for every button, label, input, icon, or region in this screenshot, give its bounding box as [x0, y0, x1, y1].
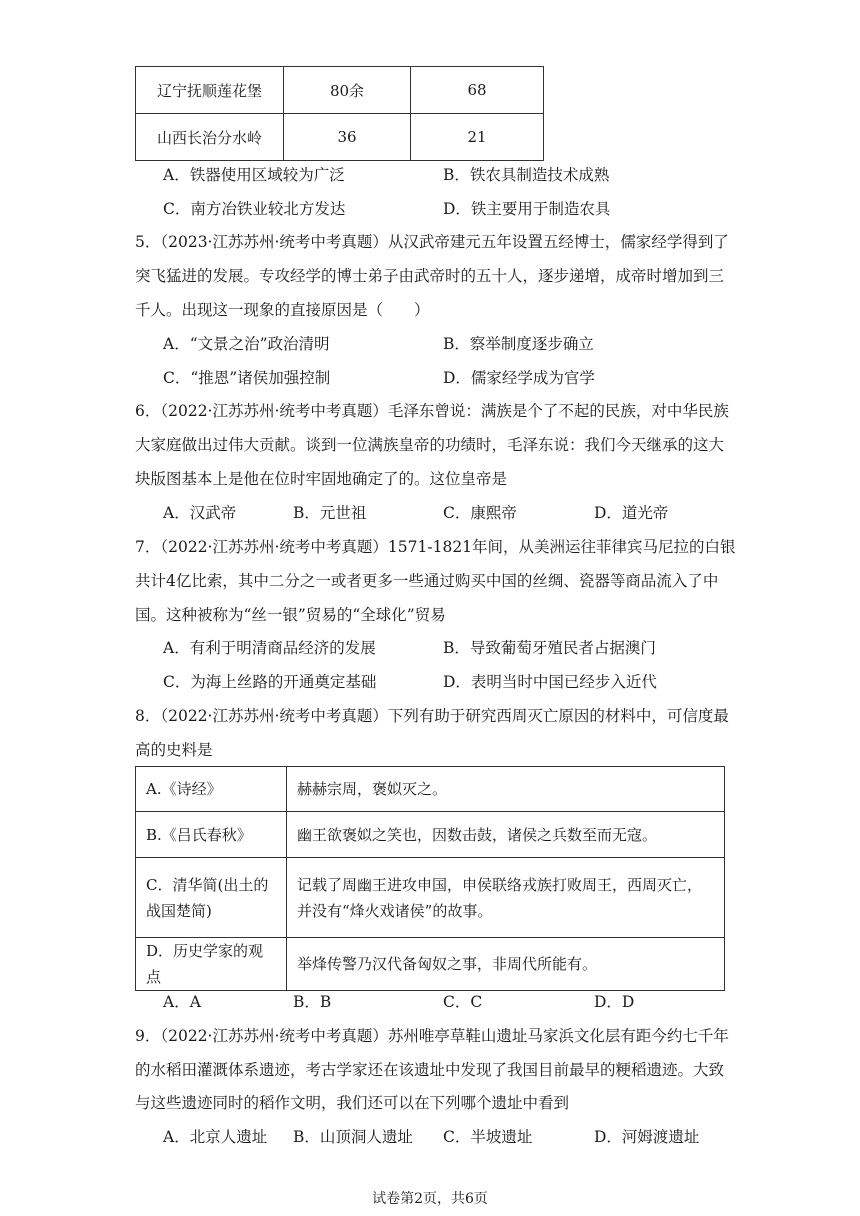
q4-option-d[interactable]: D．铁主要用于制造农具	[443, 200, 611, 218]
q9-option-d[interactable]: D．河姆渡遗址	[594, 1128, 700, 1146]
table-cell: 21	[411, 114, 544, 161]
table-cell: 辽宁抚顺莲花堡	[136, 67, 284, 114]
q5-option-b[interactable]: B．察举制度逐步确立	[443, 335, 594, 353]
q5-option-c[interactable]: C．“推恩”诸侯加强控制	[163, 369, 331, 387]
table-cell: 80余	[284, 67, 411, 114]
table-cell: 山西长治分水岭	[136, 114, 284, 161]
q4-option-b[interactable]: B．铁农具制造技术成熟	[443, 166, 610, 184]
q5-option-a[interactable]: A．“文景之治”政治清明	[163, 335, 330, 353]
iron-site-table	[135, 66, 544, 161]
q6-stem-line: 大家庭做出过伟大贡献。谈到一位满族皇帝的功绩时，毛泽东说：我们今天继承的这大	[135, 436, 725, 454]
table-row	[136, 812, 725, 858]
content-cell: 赫赫宗周，褒姒灭之。	[287, 767, 725, 812]
q8-option-b[interactable]: B．B	[293, 993, 332, 1011]
source-cell: C．清华简(出土的战国楚简)	[136, 858, 287, 938]
table-row	[136, 938, 725, 991]
q6-option-b[interactable]: B．元世祖	[293, 504, 367, 522]
content-cell: 幽王欲褒姒之笑也，因数击鼓，诸侯之兵数至而无寇。	[287, 812, 725, 858]
q9-stem-line: 与这些遗迹同时的稻作文明，我们还可以在下列哪个遗址中看到	[135, 1094, 570, 1112]
q5-stem-line: 千人。出现这一现象的直接原因是（ ）	[135, 301, 430, 319]
q4-option-c[interactable]: C．南方冶铁业较北方发达	[163, 200, 346, 218]
q9-option-a[interactable]: A．北京人遗址	[163, 1128, 268, 1146]
q7-option-d[interactable]: D．表明当时中国已经步入近代	[443, 673, 657, 691]
table-cell: 68	[411, 67, 544, 114]
q5-option-d[interactable]: D．儒家经学成为官学	[443, 369, 595, 387]
q7-option-c[interactable]: C．为海上丝路的开通奠定基础	[163, 673, 377, 691]
table-row	[136, 114, 544, 161]
table-cell: 36	[284, 114, 411, 161]
q6-stem-line: 6．（2022·江苏苏州·统考中考真题）毛泽东曾说：满族是个了不起的民族，对中华民族	[135, 402, 729, 420]
q9-stem-line: 9．（2022·江苏苏州·统考中考真题）苏州唯亭草鞋山遗址马家浜文化层有距今约七千年	[135, 1027, 729, 1045]
source-cell: B.《吕氏春秋》	[136, 812, 287, 858]
q9-option-c[interactable]: C．半坡遗址	[443, 1128, 533, 1146]
q4-option-a[interactable]: A．铁器使用区域较为广泛	[163, 166, 345, 184]
q7-option-b[interactable]: B．导致葡萄牙殖民者占据澳门	[443, 639, 656, 657]
q8-option-c[interactable]: C．C	[443, 993, 483, 1011]
q7-stem-line: 国。这种被称为“丝一银”贸易的“全球化”贸易	[135, 606, 446, 624]
table-row	[136, 858, 725, 938]
q7-option-a[interactable]: A．有利于明清商品经济的发展	[163, 639, 376, 657]
q6-option-d[interactable]: D．道光帝	[594, 504, 669, 522]
q6-option-a[interactable]: A．汉武帝	[163, 504, 237, 522]
q5-stem-line: 突飞猛进的发展。专攻经学的博士弟子由武帝时的五十人，逐步递增，成帝时增加到三	[135, 267, 725, 285]
q8-stem-line: 高的史料是	[135, 741, 213, 759]
q8-option-a[interactable]: A．A	[163, 993, 201, 1011]
source-table	[135, 766, 725, 991]
q9-option-b[interactable]: B．山顶洞人遗址	[293, 1128, 413, 1146]
content-cell: 举烽传警乃汉代备匈奴之事，非周代所能有。	[287, 938, 725, 991]
table-row	[136, 67, 544, 114]
q6-stem-line: 块版图基本上是他在位时牢固地确定了的。这位皇帝是	[135, 470, 508, 488]
q7-stem-line: 7．（2022·江苏苏州·统考中考真题）1571-1821年间，从美洲运往菲律宾马尼拉的白银	[135, 538, 736, 556]
content-cell: 记载了周幽王进攻申国，申侯联络戎族打败周王，西周灭亡，并没有“烽火戏诸侯”的故事。	[287, 858, 725, 938]
q9-stem-line: 的水稻田灌溉体系遗迹，考古学家还在该遗址中发现了我国目前最早的粳稻遗迹。大致	[135, 1061, 725, 1079]
q5-stem-line: 5．（2023·江苏苏州·统考中考真题）从汉武帝建元五年设置五经博士，儒家经学得到了	[135, 233, 729, 251]
q8-stem-line: 8．（2022·江苏苏州·统考中考真题）下列有助于研究西周灭亡原因的材料中，可信度最	[135, 707, 729, 725]
q7-stem-line: 共计4亿比索，其中二分之一或者更多一些通过购买中国的丝绸、瓷器等商品流入了中	[135, 572, 719, 590]
table-row	[136, 767, 725, 812]
source-cell: D．历史学家的观点	[136, 938, 287, 991]
q6-option-c[interactable]: C．康熙帝	[443, 504, 517, 522]
source-cell: A.《诗经》	[136, 767, 287, 812]
page-footer: 试卷第2页，共6页	[372, 1191, 488, 1207]
q8-option-d[interactable]: D．D	[594, 993, 635, 1011]
